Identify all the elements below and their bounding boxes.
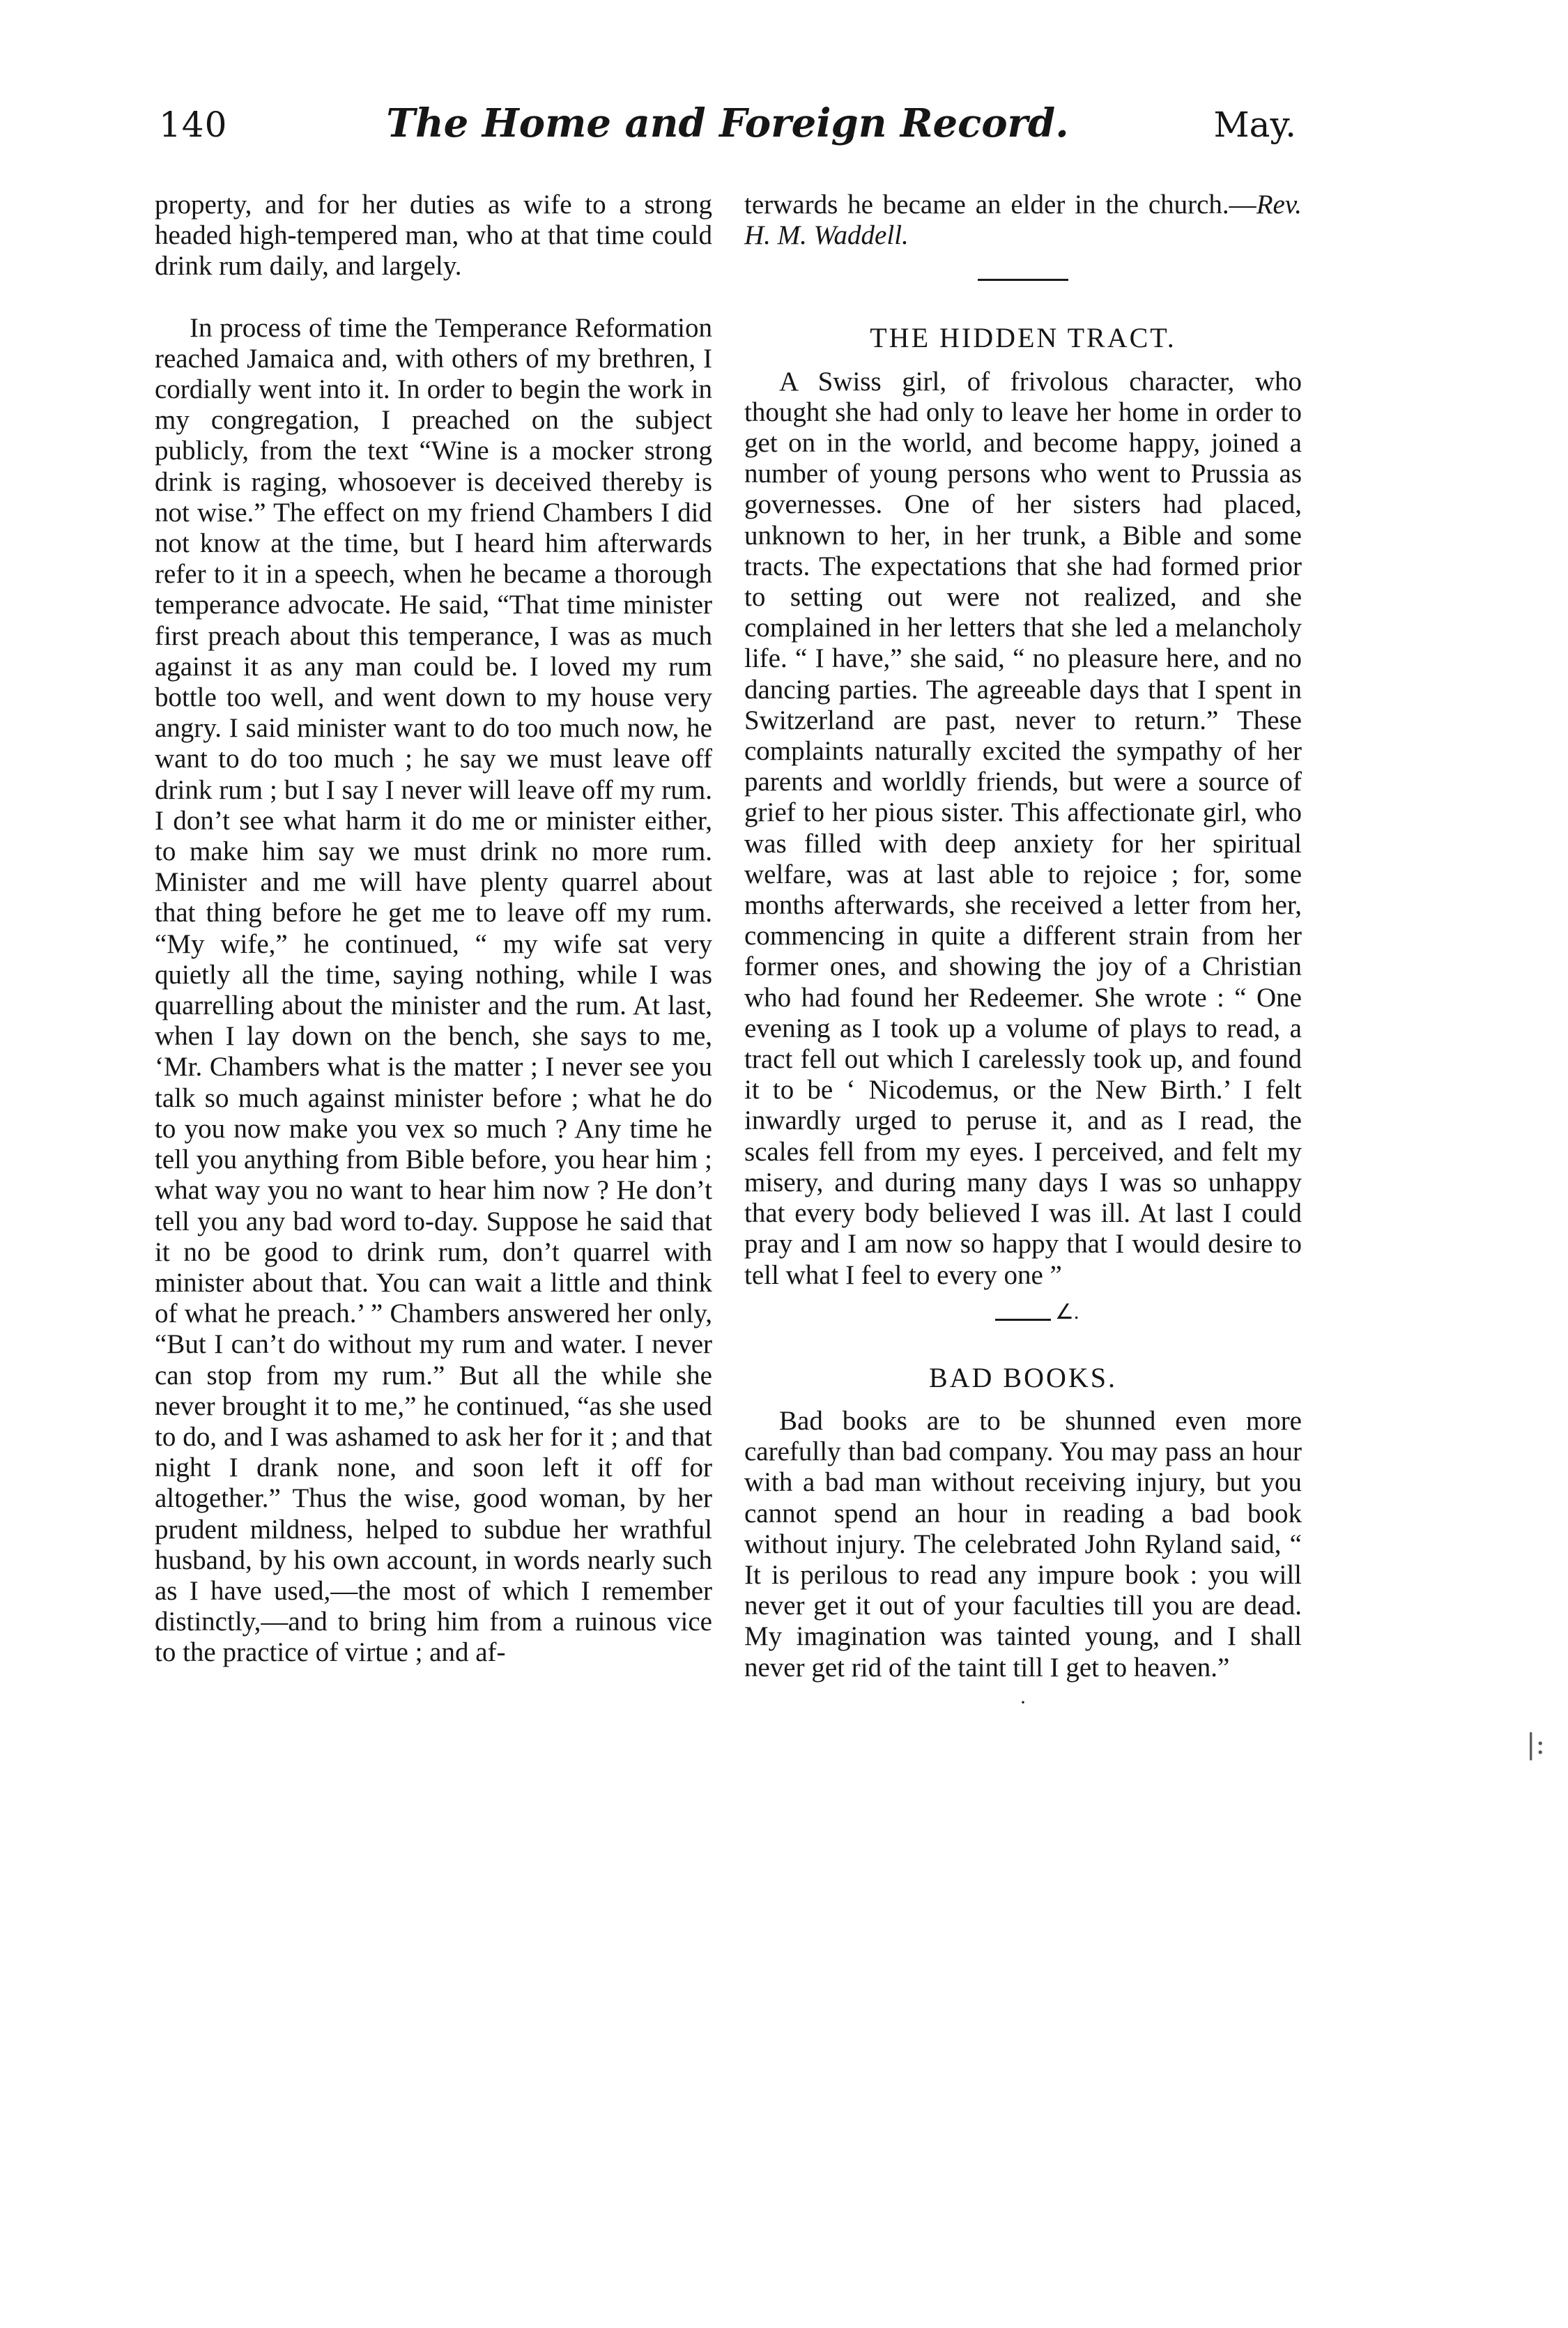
running-title: The Home and Foreign Record. [386, 100, 1069, 146]
page-number: 140 [159, 105, 228, 145]
section-divider [978, 279, 1068, 281]
author-signature: Rev. H. M. Waddell. [744, 190, 1302, 251]
right-column [744, 190, 1302, 1718]
page-header [159, 100, 1296, 160]
left-column [155, 190, 712, 1669]
article-paragraph: In process of time the Temperance Reformation reached Jamaica and, with others of my brethren, I cordially went into it. In order to begin the work in my congregation, I preached on the subject publicly, from the text “Wine is a mocker strong drink is raging, whosoever is deceived thereby is not wise.” The effect on my friend Chambers I did not know at the time, but I heard him afterwards refer to it in a speech, when he became a thorough temperance advocate. He said, “That time minister first preach about this temperance, I was as much against it as any man could be. I loved my rum bottle too well, and went down to my house very angry. I said minister want to do too much now, he want to do too much ; he say we must leave off drink rum ; but I say I never will leave off my rum. I don’t see what harm it do me or minister either, to make him say we must drink no more rum. Minister and me will have plenty quarrel about that thing before he get me to leave off my rum. “My wife,” he continued, “ my wife sat very quietly all the time, saying nothing, while I was quarrelling about the minister and the rum. At last, when I lay down on the bench, she says to me, ‘Mr. Chambers what is the matter ; I never see you talk so much against minister before ; what he do to you now make you vex so much ? Any time he tell you anything from Bible before, you hear him ; what way you no want to hear him now ? He don’t tell you any bad word to-day. Suppose he said that it no be good to drink rum, don’t quarrel with minister about that. You can wait a little and think of what he preach.’ ” Chambers answered her only, “But I can’t do without my rum and water. I never can stop from my rum.” But all the while she never brought it to me,” he continued, “as she used to do, and I was ashamed to ask her for it ; and that night I drank none, and soon left it off for altogether.” Thus the wise, good woman, by her prudent mildness, helped to subdue her wrathful husband, by his own account, in words nearly such as I have used,—the most of which I remember distinctly,—and to bring him from a ruinous vice to the practice of virtue ; and af- [155, 312, 712, 1668]
section-heading-bad-books: BAD BOOKS. [928, 1361, 1118, 1393]
section-heading-hidden-tract: THE HIDDEN TRACT. [870, 322, 1176, 354]
page-edge-mark: |: [1526, 1729, 1545, 1761]
tract-paragraph: A Swiss girl, of frivolous character, who thought she had only to leave her home in order to get on in the world, and become happy, joined a number of young persons who went to Prussia as governesses. One of her sisters had placed, unknown to her, in her trunk, a Bible and some tracts. The expectations that she had formed prior to setting out were not realized, and she complained in her letters that she led a melancholy life. “ I have,” she said, “ no pleasure here, and no dancing parties. The agreeable days that I spent in Switzerland are past, never to return.” These complaints naturally excited the sympathy of her parents and worldly friends, but were a source of grief to her pious sister. This affectionate girl, who was filled with deep anxiety for her spiritual welfare, was at last able to rejoice ; for, some months afterwards, she received a letter from her, commencing in quite a different strain from her former ones, and showing the joy of a Christian who had found her Redeemer. She wrote : “ One evening as I took up a volume of plays to read, a tract fell out which I carelessly took up, and found it to be ‘ Nicodemus, or the New Birth.’ I felt inwardly urged to peruse it, and as I read, the scales fell from my eyes. I perceived, and felt my misery, and during many days I was so unhappy that every body believed I was ill. At last I could pray and I am now so happy that I would desire to tell what I feel to every one ” [744, 366, 1302, 1290]
section-divider [995, 1300, 1079, 1324]
issue-month: May. [1213, 105, 1296, 145]
article-paragraph: property, and for her duties as wife to a strong headed high-tempered man, who at that time could drink rum daily, and largely. [155, 190, 712, 282]
continuation-text: terwards he became an elder in the church.— [744, 190, 1256, 220]
divider-mark: ∠. [1055, 1300, 1079, 1324]
books-paragraph: Bad books are to be shunned even more carefully than bad company. You may pass an hour with a bad man without receiving injury, but you cannot spend an hour in reading a bad book without injury. The celebrated John Ryland said, “ It is perilous to read any impure book : you will never get it out of your faculties till you are dead. My imagination was tainted young, and I shall never get rid of the taint till I get to heaven.” [744, 1405, 1302, 1683]
end-mark: · [1020, 1690, 1027, 1714]
article-continuation [744, 190, 1302, 251]
